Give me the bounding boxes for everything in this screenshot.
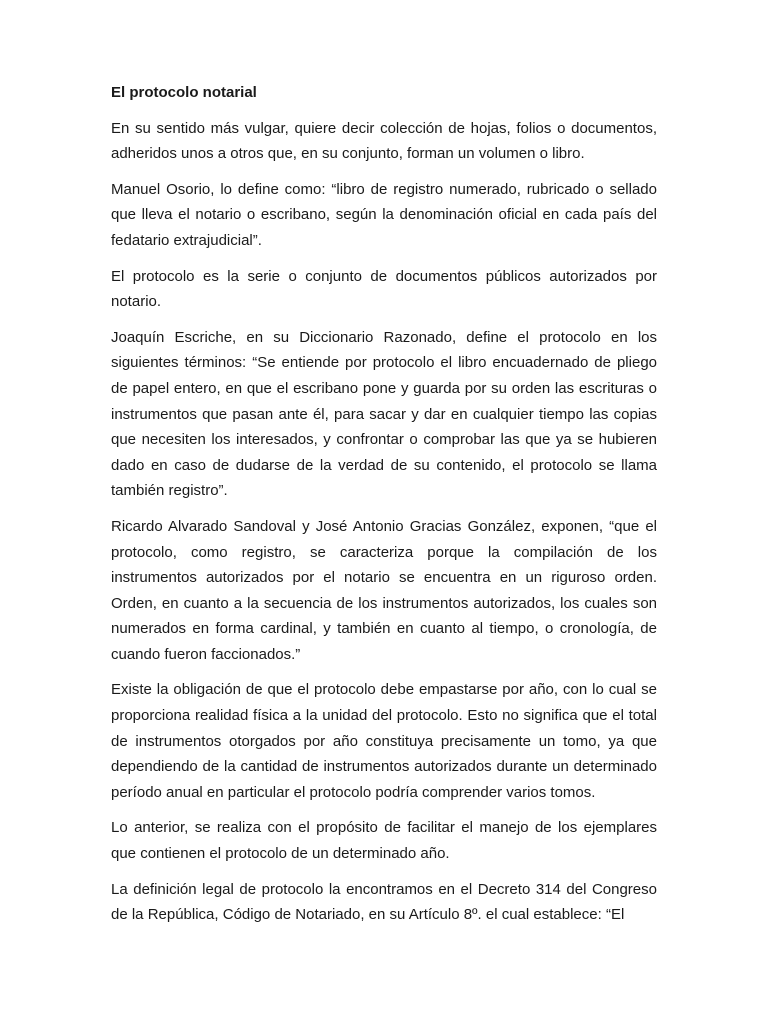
paragraph-2: Manuel Osorio, lo define como: “libro de registro numerado, rubricado o sellado que lleva el notario o escribano, según la denominación oficial en cada país del fedatario extrajudicial”. — [111, 180, 657, 249]
paragraph-6: Existe la obligación de que el protocolo debe empastarse por año, con lo cual se proporciona realidad física a la unidad del protocolo. Esto no significa que el total de instrumentos otorgados por año constituya precisamente un tomo, ya que dependiendo de la cantidad de instrumentos autorizados durante un determinado período anual en particular el protocolo podría comprender varios tomos. — [111, 681, 657, 801]
paragraph-5: Ricardo Alvarado Sandoval y José Antonio Gracias González, exponen, “que el protocolo, como registro, se caracteriza porque la compilación de los instrumentos autorizados por el notario se encuentra en un riguroso orden. Orden, en cuanto a la secuencia de los instrumentos autorizados, los cuales son numerados en forma cardinal, y también en cuanto al tiempo, o cronología, de cuando fueron faccionados.” — [111, 517, 657, 663]
paragraph-1: En su sentido más vulgar, quiere decir colección de hojas, folios o documentos, adheridos unos a otros que, en su conjunto, forman un volumen o libro. — [111, 119, 657, 163]
paragraph-8: La definición legal de protocolo la encontramos en el Decreto 314 del Congreso de la República, Código de Notariado, en su Artículo 8º. el cual establece: “El — [111, 880, 657, 924]
document-title: El protocolo notarial — [111, 84, 257, 101]
document-page — [111, 80, 657, 938]
paragraph-7: Lo anterior, se realiza con el propósito de facilitar el manejo de los ejemplares que contienen el protocolo de un determinado año. — [111, 819, 657, 863]
paragraph-4: Joaquín Escriche, en su Diccionario Razonado, define el protocolo en los siguientes términos: “Se entiende por protocolo el libro encuadernado de pliego de papel entero, en que el escribano pone y guarda por su orden las escrituras o instrumentos que pasan ante él, para sacar y dar en cualquier tiempo las copias que necesiten los interesados, y confrontar o comprobar las que ya se hubieren dado en caso de dudarse de la verdad de su contenido, el protocolo se llama también registro”. — [111, 328, 657, 500]
paragraph-3: El protocolo es la serie o conjunto de documentos públicos autorizados por notario. — [111, 267, 657, 311]
